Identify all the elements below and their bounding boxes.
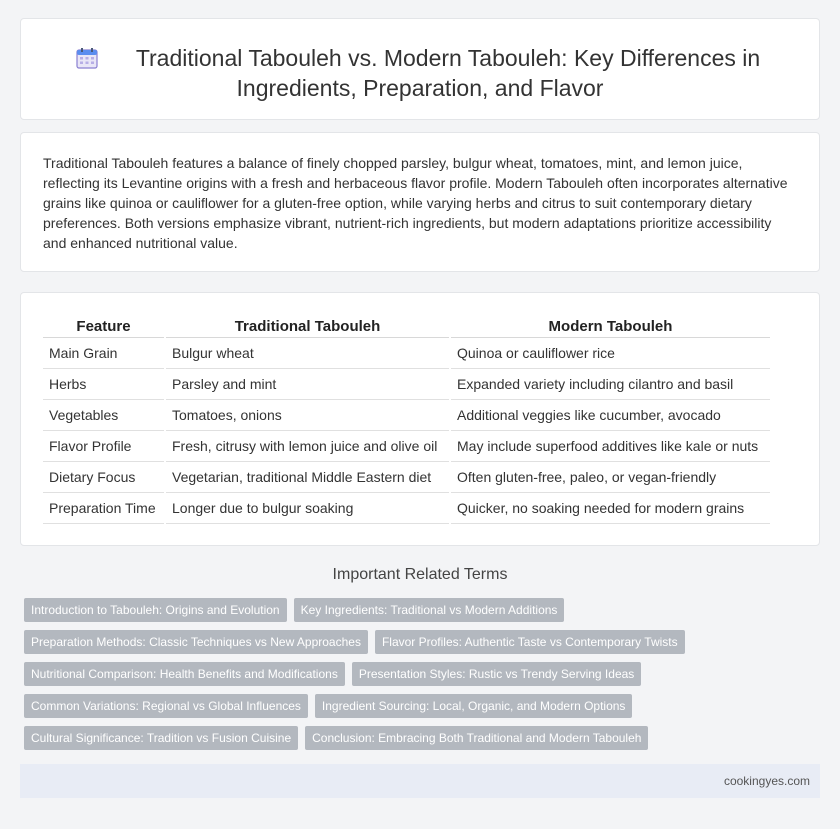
intro-paragraph: Traditional Tabouleh features a balance of finely chopped parsley, bulgur wheat, tomatoes, mint, and lemon juice, reflecting its Levantine origins with a fresh and herbaceous flavor profile. Modern Tabouleh often incorporates alternative grains like quinoa or cauliflower for a gluten-free option, while varying herbs and citrus to suit contemporary dietary preferences. Both versions emphasize vibrant, nutrient-rich ingredients, but modern adaptations prioritize accessibility and enhanced nutritional value. bbox=[43, 155, 788, 251]
related-term-tag[interactable]: Nutritional Comparison: Health Benefits and Modifications bbox=[24, 662, 345, 686]
related-term-tag[interactable]: Presentation Styles: Rustic vs Trendy Serving Ideas bbox=[352, 662, 641, 686]
related-term-tag[interactable]: Cultural Significance: Tradition vs Fusion Cuisine bbox=[24, 726, 298, 750]
related-term-tag[interactable]: Ingredient Sourcing: Local, Organic, and Modern Options bbox=[315, 694, 633, 718]
column-header: Traditional Tabouleh bbox=[165, 315, 450, 338]
related-term-tag[interactable]: Introduction to Tabouleh: Origins and Evolution bbox=[24, 598, 287, 622]
header-card bbox=[20, 18, 820, 120]
footer bbox=[20, 764, 820, 798]
tag-row bbox=[24, 662, 824, 686]
table-cell: Often gluten-free, paleo, or vegan-friendly bbox=[450, 462, 770, 493]
footer-site[interactable]: cookingyes.com bbox=[723, 774, 810, 788]
tag-row bbox=[24, 598, 824, 622]
related-term-tag[interactable]: Key Ingredients: Traditional vs Modern Additions bbox=[294, 598, 565, 622]
related-term-tag[interactable]: Conclusion: Embracing Both Traditional and Modern Tabouleh bbox=[305, 726, 648, 750]
column-header: Feature bbox=[43, 315, 165, 338]
table-cell: Additional veggies like cucumber, avocado bbox=[450, 400, 770, 431]
table-cell: Fresh, citrusy with lemon juice and olive oil bbox=[165, 431, 450, 462]
related-terms-list bbox=[24, 598, 824, 758]
table-cell: Flavor Profile bbox=[43, 431, 165, 462]
table-row bbox=[43, 462, 770, 493]
related-term-tag[interactable]: Preparation Methods: Classic Techniques vs New Approaches bbox=[24, 630, 368, 654]
table-cell: May include superfood additives like kale or nuts bbox=[450, 431, 770, 462]
tag-row bbox=[24, 694, 824, 718]
intro-card bbox=[20, 132, 820, 272]
table-row bbox=[43, 493, 770, 524]
table-cell: Longer due to bulgur soaking bbox=[165, 493, 450, 524]
table-row bbox=[43, 338, 770, 369]
page-title-line-2: Ingredients, Preparation, and Flavor bbox=[236, 75, 604, 101]
table-cell: Tomatoes, onions bbox=[165, 400, 450, 431]
comparison-card bbox=[20, 292, 820, 546]
page-title bbox=[21, 43, 819, 103]
table-cell: Parsley and mint bbox=[165, 369, 450, 400]
related-terms-title: Important Related Terms bbox=[332, 566, 508, 583]
page-title-line-1: Traditional Tabouleh vs. Modern Tabouleh: Key Differences in bbox=[135, 45, 761, 71]
table-cell: Main Grain bbox=[43, 338, 165, 369]
tag-row bbox=[24, 630, 824, 654]
table-cell: Herbs bbox=[43, 369, 165, 400]
related-term-tag[interactable]: Common Variations: Regional vs Global Influences bbox=[24, 694, 308, 718]
table-cell: Preparation Time bbox=[43, 493, 165, 524]
tag-row bbox=[24, 726, 824, 750]
table-header-row bbox=[43, 315, 770, 338]
table-cell: Bulgur wheat bbox=[165, 338, 450, 369]
table-row bbox=[43, 400, 770, 431]
table-cell: Vegetables bbox=[43, 400, 165, 431]
comparison-table bbox=[43, 315, 770, 524]
table-cell: Quinoa or cauliflower rice bbox=[450, 338, 770, 369]
table-cell: Expanded variety including cilantro and basil bbox=[450, 369, 770, 400]
table-cell: Quicker, no soaking needed for modern grains bbox=[450, 493, 770, 524]
table-row bbox=[43, 431, 770, 462]
table-cell: Vegetarian, traditional Middle Eastern diet bbox=[165, 462, 450, 493]
related-term-tag[interactable]: Flavor Profiles: Authentic Taste vs Contemporary Twists bbox=[375, 630, 685, 654]
column-header: Modern Tabouleh bbox=[450, 315, 770, 338]
table-cell: Dietary Focus bbox=[43, 462, 165, 493]
table-row bbox=[43, 369, 770, 400]
